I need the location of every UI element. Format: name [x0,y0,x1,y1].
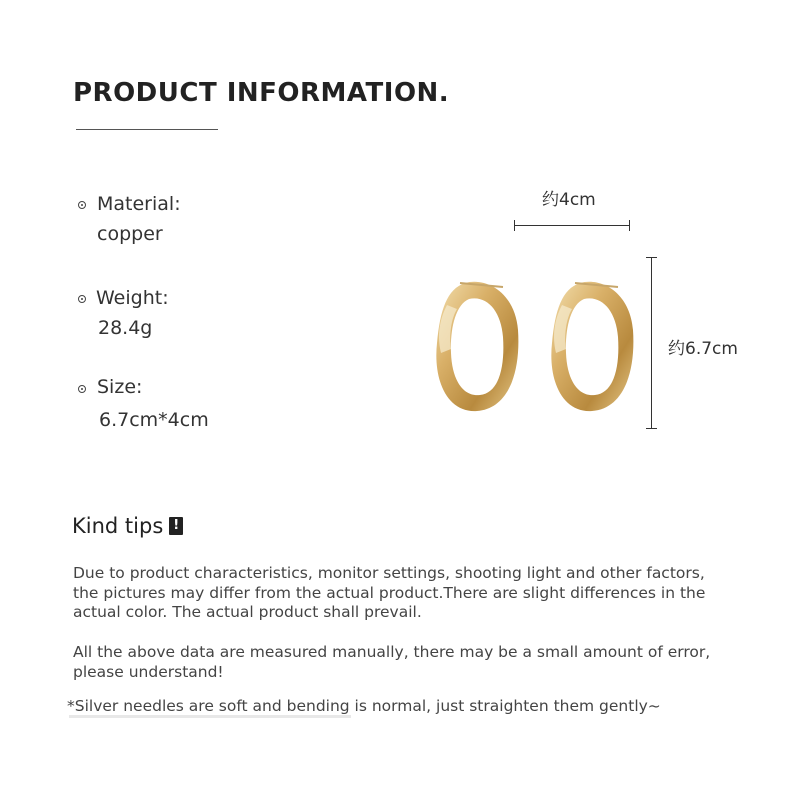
spec-weight-label: Weight: [96,287,169,309]
spec-size-value: 6.7cm*4cm [99,409,209,431]
width-dimension-tick-left [514,220,515,231]
spec-weight-value: 28.4g [98,317,153,339]
kind-tips-label: Kind tips [72,514,164,538]
earring-right [551,282,633,411]
tips-paragraph-1: Due to product characteristics, monitor settings, shooting light and other factors, the pictures may differ from the actual product.There are slight differences in the actual color. The actual product shall prevail. [73,564,706,621]
tips-paragraph-2: All the above data are measured manually, there may be a small amount of error, please understand! [73,643,711,681]
exclamation-icon: ! [169,517,183,535]
kind-tips-heading [72,514,183,538]
needle-note: *Silver needles are soft and bending is normal, just straighten them gently~ [67,697,661,715]
earring-left [436,282,518,411]
bullet-icon [78,295,86,303]
height-dimension-line [651,257,652,429]
title-divider [76,129,218,130]
spec-material-label: Material: [97,193,181,215]
width-dimension-tick-right [629,220,630,231]
spec-size-label: Size: [97,376,143,398]
height-dimension-tick-bottom [646,428,657,429]
note-highlight [69,715,351,718]
spec-material-value: copper [97,223,163,245]
height-dimension-label: 约6.7cm [668,339,738,359]
height-dimension-tick-top [646,257,657,258]
product-image [425,275,640,415]
bullet-icon [78,201,86,209]
bullet-icon [78,385,86,393]
page-title: PRODUCT INFORMATION. [73,78,450,108]
width-dimension-label: 约4cm [542,190,596,210]
width-dimension-line [514,225,630,226]
